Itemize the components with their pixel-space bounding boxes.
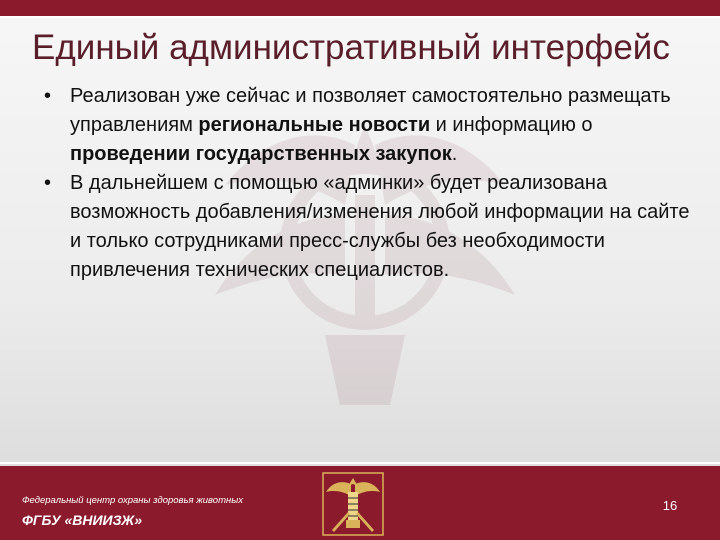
bullet-text: . bbox=[451, 143, 458, 165]
bullet-text: и информацию о bbox=[430, 114, 593, 136]
bullet-text: Реализован уже сейчас и позволяет самостоятельно размещать управлениям bbox=[70, 85, 671, 136]
footer-divider-line bbox=[0, 462, 720, 464]
footer-organization-short: ФГБУ «ВНИИЗЖ» bbox=[22, 512, 143, 528]
top-header-bar bbox=[0, 0, 720, 16]
bullet-item-1 bbox=[44, 82, 694, 169]
slide-title: Единый административный интерфейс bbox=[32, 28, 670, 67]
bullet-list bbox=[44, 82, 694, 285]
bullet-text: В дальнейшем с помощью «админки» будет реализована возможность добавления/изменения любой информации на сайте и только сотрудниками пресс-службы без необходимости привлечения технических специалистов. bbox=[70, 172, 690, 281]
bullet-emphasis: региональные новости bbox=[198, 114, 431, 136]
bullet-marker: • bbox=[44, 85, 52, 107]
page-number: 16 bbox=[662, 498, 678, 513]
vniizh-logo-icon bbox=[322, 472, 384, 536]
bullet-marker: • bbox=[44, 172, 52, 194]
footer-organization-full: Федеральный центр охраны здоровья животных bbox=[22, 495, 243, 506]
top-divider-line bbox=[0, 16, 720, 18]
bullet-emphasis: проведении государственных закупок bbox=[70, 143, 452, 165]
bullet-item-2 bbox=[44, 169, 694, 285]
